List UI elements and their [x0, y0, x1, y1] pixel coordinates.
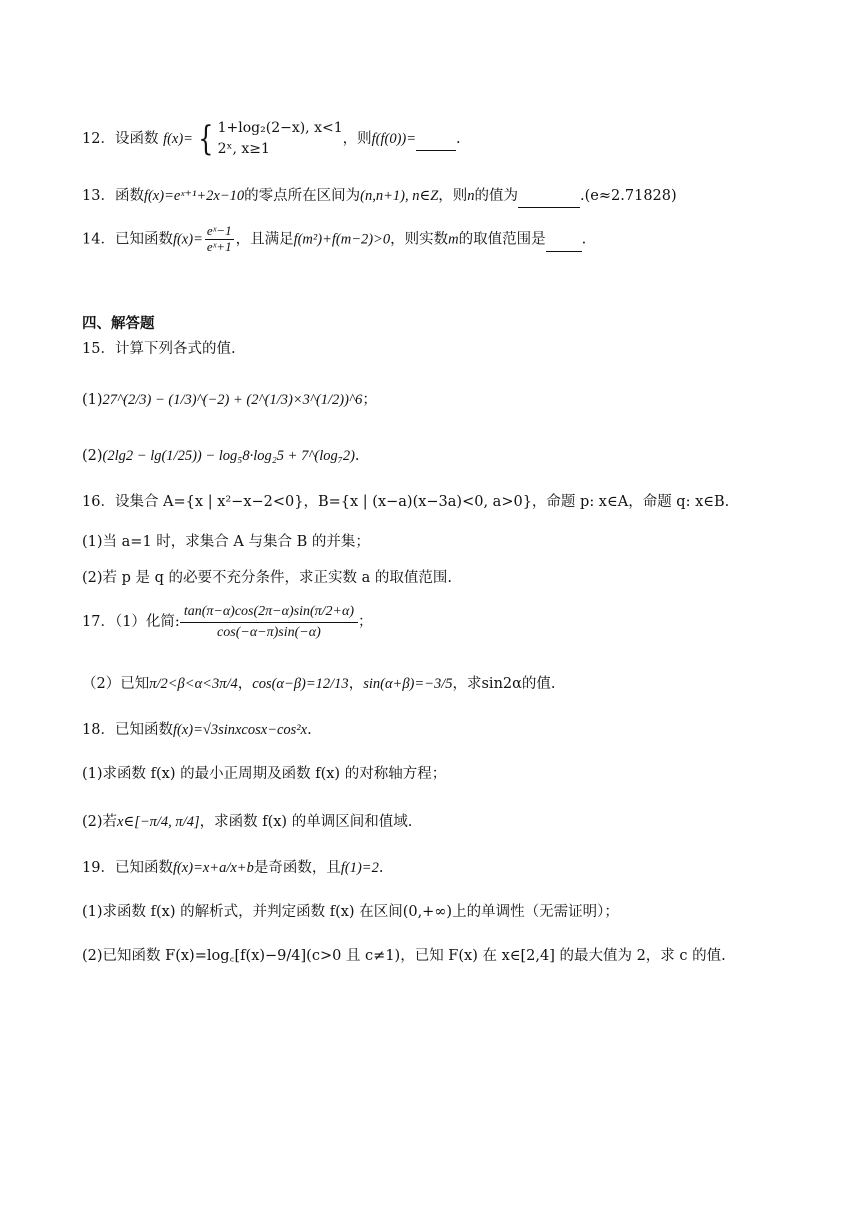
period: . [581, 231, 587, 248]
denominator: cos(−α−π)sin(−α) [217, 624, 321, 640]
punctuation: ； [362, 392, 377, 408]
interval-expression: (n,n+1), n∈Z [360, 188, 439, 204]
question-16-intro [82, 494, 729, 511]
piecewise-brace: { [198, 119, 214, 159]
question-13 [82, 188, 677, 208]
punctuation: . [354, 448, 360, 464]
variable: n [467, 188, 475, 204]
period: . [307, 722, 312, 738]
question-number: 19． [82, 860, 115, 876]
answer-blank[interactable] [518, 190, 580, 208]
fraction [180, 602, 358, 642]
question-text: 函数 [114, 188, 144, 204]
question-15-intro: 15．计算下列各式的值. [82, 341, 236, 357]
fraction [205, 224, 234, 255]
question-text: 已知函数 [114, 722, 173, 738]
condition: sin(α+β)=−3/5 [363, 676, 453, 692]
question-text: ，求函数 f(x) 的单调区间和值域. [199, 814, 413, 830]
condition: cos(α−β)=12/13 [252, 676, 349, 692]
question-16-part-2: (2)若 p 是 q 的必要不充分条件，求正实数 a 的取值范围. [82, 570, 453, 586]
section-heading: 四、解答题 [82, 315, 155, 332]
question-15-part-1 [82, 392, 377, 409]
question-number: 14． [82, 231, 115, 248]
denominator: eˣ+1 [206, 238, 232, 254]
question-number: 17．（1）化简: [82, 614, 180, 631]
question-17-part-2: （2）已知π/2<β<α<3π/4，cos(α−β)=12/13，sin(α+β)=−3/5，求sin2α的值. [82, 676, 556, 692]
target-expression: f(f(0))= [371, 131, 417, 147]
punctuation: ； [358, 614, 373, 631]
piecewise-cases [218, 118, 343, 160]
question-18-intro [82, 722, 312, 739]
question-12 [82, 118, 461, 160]
question-number: 18． [82, 722, 115, 738]
variable: m [448, 231, 459, 248]
part-label: (2) [82, 448, 103, 464]
condition-expression: f(m²)+f(m−2)>0 [293, 231, 391, 248]
period: . [378, 860, 384, 876]
question-text: ，求sin2α的值. [452, 676, 556, 692]
question-text: ，则实数 [390, 231, 449, 248]
note: .(e≈2.71828) [580, 188, 677, 204]
period: . [456, 131, 461, 147]
question-text: 的零点所在区间为 [244, 188, 361, 204]
question-14 [82, 224, 586, 255]
question-text: 的取值范围是 [458, 231, 546, 248]
function-expression: f(x)=eˣ⁺¹+2x−10 [143, 188, 245, 204]
range-expression: x∈[−π/4, π/4] [117, 814, 200, 830]
question-19-intro [82, 860, 383, 877]
function-expression: f(x)=√3sinxcosx−cos²x [172, 722, 308, 738]
part-label: (1) [82, 392, 103, 408]
question-19-part-1: (1)求函数 f(x) 的解析式，并判定函数 f(x) 在区间(0,+∞)上的单调性（无需证明）； [82, 904, 619, 920]
part-label: (2)若 [82, 814, 118, 830]
question-18-part-1: (1)求函数 f(x) 的最小正周期及函数 f(x) 的对称轴方程； [82, 766, 447, 782]
question-number: 13． [82, 188, 115, 204]
question-text: ，则 [438, 188, 468, 204]
question-number: 12． [82, 131, 115, 147]
question-text: ，则 [342, 131, 372, 147]
question-15-part-2 [82, 448, 360, 465]
question-text: 的值为 [474, 188, 519, 204]
answer-blank[interactable] [546, 233, 582, 251]
condition: f(1)=2 [340, 860, 379, 876]
function-expression: f(x)=x+a/x+b [172, 860, 254, 876]
question-text: 是奇函数，且 [253, 860, 341, 876]
condition: π/2<β<α<3π/4 [149, 676, 238, 692]
question-text: 设函数 [114, 131, 159, 147]
answer-blank[interactable] [416, 133, 456, 151]
math-expression: (2lg2 − lg(1/25)) − log₅8·log₂5 + 7^(log₇2) [102, 448, 355, 464]
function-expression: f(x)= [172, 231, 203, 248]
function-expression: f(x)= [163, 131, 193, 147]
numerator: eˣ−1 [206, 223, 232, 238]
question-19-part-2: (2)已知函数 F(x)=log꜀[f(x)−9/4](c>0 且 c≠1)，已知 F(x) 在 x∈[2,4] 的最大值为 2，求 c 的值. [82, 948, 726, 964]
part-label: （2）已知 [82, 676, 150, 692]
question-16-part-1: (1)当 a=1 时，求集合 A 与集合 B 的并集； [82, 534, 370, 550]
case-2: 2ˣ, x≥1 [217, 141, 270, 157]
case-1: 1+log₂(2−x), x<1 [217, 120, 343, 136]
question-18-part-2 [82, 814, 412, 831]
numerator: tan(π−α)cos(2π−α)sin(π/2+α) [180, 602, 358, 623]
question-text: 设集合 A={x | x²−x−2<0}，B={x | (x−a)(x−3a)<0, a>0}，命题 p: x∈A，命题 q: x∈B. [114, 494, 730, 510]
question-text: ，且满足 [235, 231, 294, 248]
question-number: 16． [82, 494, 115, 510]
math-expression: 27^(2/3) − (1/3)^(−2) + (2^(1/3)×3^(1/2))^6 [102, 392, 363, 408]
question-17-part-1 [82, 602, 373, 642]
question-text: 已知函数 [114, 860, 173, 876]
question-text: 已知函数 [114, 231, 173, 248]
